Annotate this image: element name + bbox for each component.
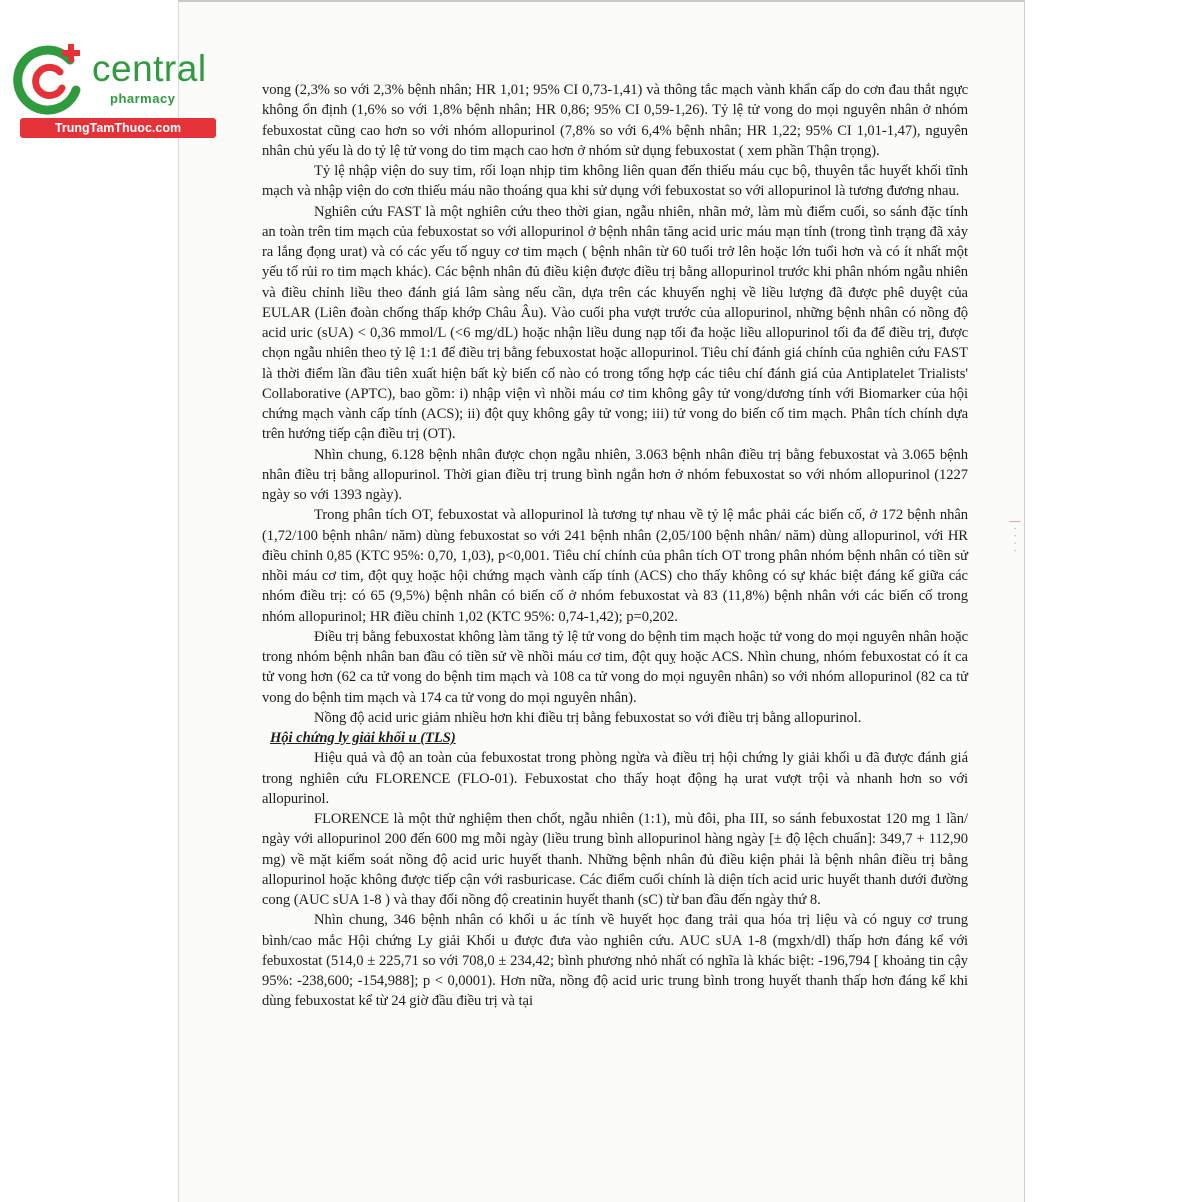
body-paragraph: Nhìn chung, 6.128 bệnh nhân được chọn ngẫu nhiên, 3.063 bệnh nhân điều trị bằng febuxostat và 3.065 bệnh nhân điều trị bằng allopurinol. Thời gian điều trị trung bình ngắn hơn ở nhóm febuxostat so với nhóm allopurinol (1227 ngày so với 1393 ngày). <box>262 446 968 503</box>
body-paragraph: Điều trị bằng febuxostat không làm tăng tỷ lệ tử vong do bệnh tim mạch hoặc tử vong do mọi nguyên nhân hoặc trong nhóm bệnh nhân ban đầu có tiền sử về nhồi máu cơ tim, đột quỵ hoặc ACS. Nhìn chung, nhóm febuxostat có ít ca tử vong hơn (62 ca tử vong do bệnh tim mạch và 108 ca tử vong do mọi nguyên nhân) so với nhóm allopurinol (82 ca tử vong do bệnh tim mạch và 174 ca tử vong do mọi nguyên nhân). <box>262 628 968 706</box>
body-paragraph: Trong phân tích OT, febuxostat và allopurinol là tương tự nhau về tỷ lệ mắc phải các biến cố, ở 172 bệnh nhân (1,72/100 bệnh nhân/ năm) dùng febuxostat so với 241 bệnh nhân (2,05/100 bệnh nhân/ năm) dùng allopurinol, với HR điều chỉnh 0,85 (KTC 95%: 0,70, 1,03), p<0,001. Tiêu chí chính của phân tích OT trong phân nhóm bệnh nhân có tiền sử nhồi máu cơ tim, đột quỵ hoặc hội chứng mạch vành cấp tính (ACS) cho thấy không có sự khác biệt đáng kể giữa các nhóm điều trị: có 65 (9,5%) bệnh nhân có biến cố ở nhóm febuxostat và 83 (11,8%) bệnh nhân với các biến cố trong nhóm allopurinol; HR điều chỉnh 1,02 (KTC 95%: 0,74-1,42); p=0,202. <box>262 507 968 625</box>
body-paragraph: Nghiên cứu FAST là một nghiên cứu theo thời gian, ngẫu nhiên, nhãn mở, làm mù điểm cuối, so sánh đặc tính an toàn trên tim mạch của febuxostat so với allopurinol ở bệnh nhân tăng acid uric máu mạn tính (trong tình trạng đã xảy ra lắng đọng urat) và có các yếu tố nguy cơ tim mạch ( bệnh nhân từ 60 tuổi trở lên hoặc lớn tuổi hơn và có ít nhất một yếu tố rủi ro tim mạch khác). Các bệnh nhân đủ điều kiện được điều trị bằng allopurinol trước khi phân nhóm ngẫu nhiên và điều chỉnh liều theo đánh giá lâm sàng nếu cần, dựa trên các khuyến nghị về liều lượng đã được phê duyệt của EULAR (Liên đoàn chống thấp khớp Châu Âu). Vào cuối pha vượt trước của allopurinol, những bệnh nhân có nồng độ acid uric (sUA) < 0,36 mmol/L (<6 mg/dL) hoặc nhận liều dung nạp tối đa hoặc liều allopurinol tối đa để điều trị, được chọn ngẫu nhiên theo tỷ lệ 1:1 để điều trị bằng febuxostat hoặc allopurinol. Tiêu chí đánh giá chính của nghiên cứu FAST là thời điểm lần đầu tiên xuất hiện bất kỳ biến cố nào có trong tổng hợp các tiêu chí đánh giá của Antiplatelet Trialists' Collaborative (APTC), bao gồm: i) nhập viện vì nhồi máu cơ tim không gây tử vong/dương tính với Biomarker của hội chứng mạch vành cấp tính (ACS); ii) đột quỵ không gây tử vong; iii) tử vong do biến cố tim mạch. Phân tích chính dựa trên hướng tiếp cận điều trị (OT). <box>262 203 968 443</box>
logo-sub-text: pharmacy <box>110 91 176 106</box>
body-paragraph: Hiệu quả và độ an toàn của febuxostat trong phòng ngừa và điều trị hội chứng ly giải khối u đã được đánh giá trong nghiên cứu FLORENCE (FLO-01). Febuxostat cho thấy hoạt động hạ urat vượt trội và nhanh hơn so với allopurinol. <box>262 750 968 807</box>
body-paragraph: Nhìn chung, 346 bệnh nhân có khối u ác tính về huyết học đang trải qua hóa trị liệu và có nguy cơ trung bình/cao mắc Hội chứng Ly giải Khối u được đưa vào nghiên cứu. AUC sUA 1-8 (mgxh/dl) thấp hơn đáng kể với febuxostat (514,0 ± 225,71 so với 708,0 ± 234,42; bình phương nhỏ nhất có nghĩa là khác biệt: -196,794 [ khoảng tin cậy 95%: -238,600; -154,988]; p < 0,0001). Hơn nữa, nồng độ acid uric trung bình trong huyết thanh thấp hơn đáng kể khi dùng febuxostat kể từ 24 giờ đầu điều trị và tại <box>262 912 968 1010</box>
logo-brand-text: central <box>92 48 207 89</box>
body-paragraph: FLORENCE là một thử nghiệm then chốt, ngẫu nhiên (1:1), mù đôi, pha III, so sánh febuxostat 120 mg 1 lần/ ngày với allopurinol 200 đến 600 mg mỗi ngày (liều trung bình allopurinol hàng ngày [± độ lệch chuẩn]: 349,7 + 112,90 mg) về mặt kiểm soát nồng độ acid uric huyết thanh. Những bệnh nhân đủ điều kiện phải là bệnh nhân điều trị bằng allopurinol hoặc không được tiếp cận với rasburicase. Các điểm cuối chính là diện tích acid uric huyết thanh dưới đường cong (AUC sUA 1-8 ) và thay đổi nồng độ creatinin huyết thanh (sC) từ ban đầu đến ngày thứ 8. <box>262 811 968 908</box>
section-heading: Hội chứng ly giải khối u (TLS) <box>270 730 456 746</box>
pharmacy-logo-icon <box>10 38 90 118</box>
document-body <box>262 80 968 1012</box>
body-paragraph: Tỷ lệ nhập viện do suy tim, rối loạn nhịp tim không liên quan đến thiếu máu cục bộ, thuyên tắc huyết khối tĩnh mạch và nhập viện do cơn thiếu máu não thoáng qua khi sử dụng với febuxostat so với allopurinol là tương đương nhau. <box>262 163 968 200</box>
body-paragraph: Nồng độ acid uric giảm nhiều hơn khi điều trị bằng febuxostat so với điều trị bằng allopurinol. <box>314 709 862 726</box>
margin-stamp-mark: | · · · · <box>1009 520 1023 553</box>
body-paragraph: vong (2,3% so với 2,3% bệnh nhân; HR 1,01; 95% CI 0,73-1,41) và thông tắc mạch vành khẩn cấp do cơn đau thắt ngực không ổn định (1,6% so với 1,8% bệnh nhân; HR 0,86; 95% CI 0,59-1,26). Tỷ lệ tử vong do mọi nguyên nhân ở nhóm febuxostat cũng cao hơn so với nhóm allopurinol (7,8% so với 6,4% bệnh nhân; HR 1,22; 95% CI 1,01-1,47), nguyên nhân chủ yếu là do tỷ lệ tử vong do tim mạch cao hơn ở nhóm sử dụng febuxostat ( xem phần Thận trọng). <box>262 82 968 159</box>
logo-url-badge[interactable]: TrungTamThuoc.com <box>20 118 216 138</box>
central-pharmacy-logo[interactable] <box>10 38 215 138</box>
